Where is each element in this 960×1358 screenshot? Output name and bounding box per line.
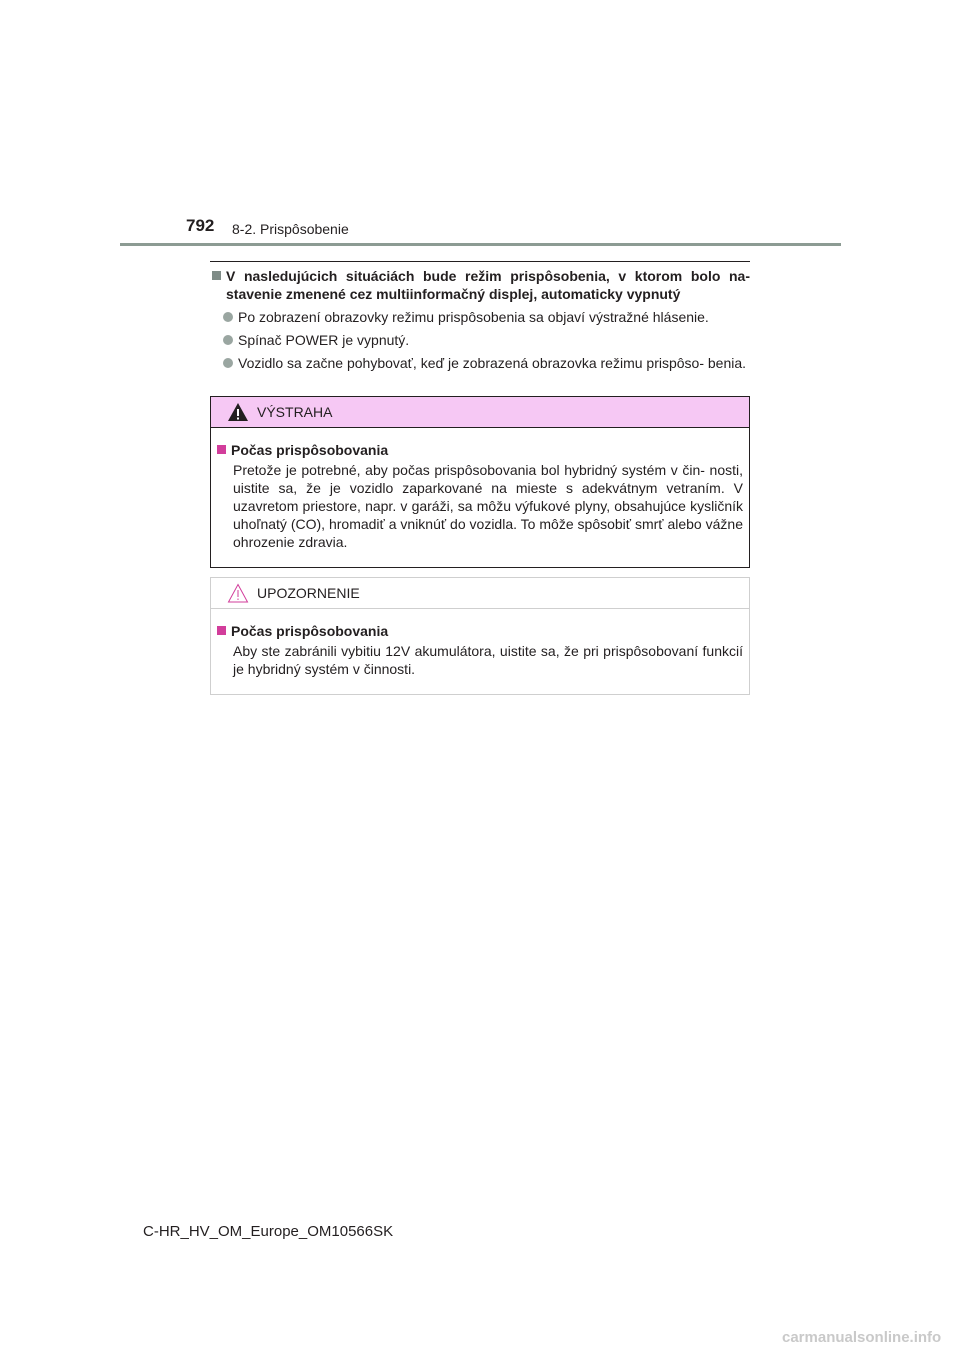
section-title: 8-2. Prispôsobenie xyxy=(232,221,349,237)
caution-header xyxy=(211,578,749,609)
circle-bullet-icon xyxy=(223,312,233,322)
list-item-text: Vozidlo sa začne pohybovať, keď je zobrazená obrazovka režimu prispôso- benia. xyxy=(238,355,747,371)
circle-bullet-icon xyxy=(223,358,233,368)
circle-bullet-icon xyxy=(223,335,233,345)
page-number: 792 xyxy=(186,216,215,235)
caution-heading xyxy=(217,622,741,640)
list-item xyxy=(222,354,750,372)
content-rule xyxy=(210,261,750,262)
square-bullet-icon xyxy=(217,626,226,635)
list-item xyxy=(222,308,750,326)
caution-heading-text: Počas prispôsobovania xyxy=(231,623,389,639)
watermark: carmanualsonline.info xyxy=(782,1329,942,1346)
warning-heading xyxy=(217,441,741,459)
warning-header xyxy=(211,397,749,428)
warning-text: Pretože je potrebné, aby počas prispôsobovania bol hybridný systém v čin- nosti, uistite sa, že je vozidlo zaparkované na mieste s adekvátnym vetraním. V uzavretom priestore, napr. v garáži, sa môžu výfukové plyny, obsahujúce kysličník uhoľnatý (CO), hromadiť a vniknúť do vozidla. To môže spôsobiť smrť alebo vážne ohrozenie zdravia. xyxy=(233,462,743,550)
caution-label: UPOZORNENIE xyxy=(257,585,360,601)
caution-text: Aby ste zabránili vybitiu 12V akumulátora, uistite sa, že pri prispôsobovaní funkcií je hybridný systém v činnosti. xyxy=(233,643,743,677)
list-item-text: Spínač POWER je vypnutý. xyxy=(238,332,410,348)
main-heading xyxy=(210,267,750,303)
list-item xyxy=(222,331,750,349)
warning-box xyxy=(210,396,750,568)
warning-heading-text: Počas prispôsobovania xyxy=(231,442,389,458)
header-rule xyxy=(120,243,841,246)
square-bullet-icon xyxy=(217,445,226,454)
warning-triangle-icon xyxy=(227,402,249,422)
warning-label: VÝSTRAHA xyxy=(257,404,333,420)
caution-box xyxy=(210,577,750,695)
main-section xyxy=(210,267,750,377)
bullet-list xyxy=(222,308,750,372)
document-id: C-HR_HV_OM_Europe_OM10566SK xyxy=(143,1223,394,1240)
square-bullet-icon xyxy=(212,271,221,280)
main-heading-text: V nasledujúcich situáciách bude režim prispôsobenia, v ktorom bolo na- stavenie zmenené cez multiinformačný displej, automaticky vypnutý xyxy=(226,268,750,302)
caution-triangle-icon xyxy=(227,583,249,603)
list-item-text: Po zobrazení obrazovky režimu prispôsobenia sa objaví výstražné hlásenie. xyxy=(238,309,709,325)
